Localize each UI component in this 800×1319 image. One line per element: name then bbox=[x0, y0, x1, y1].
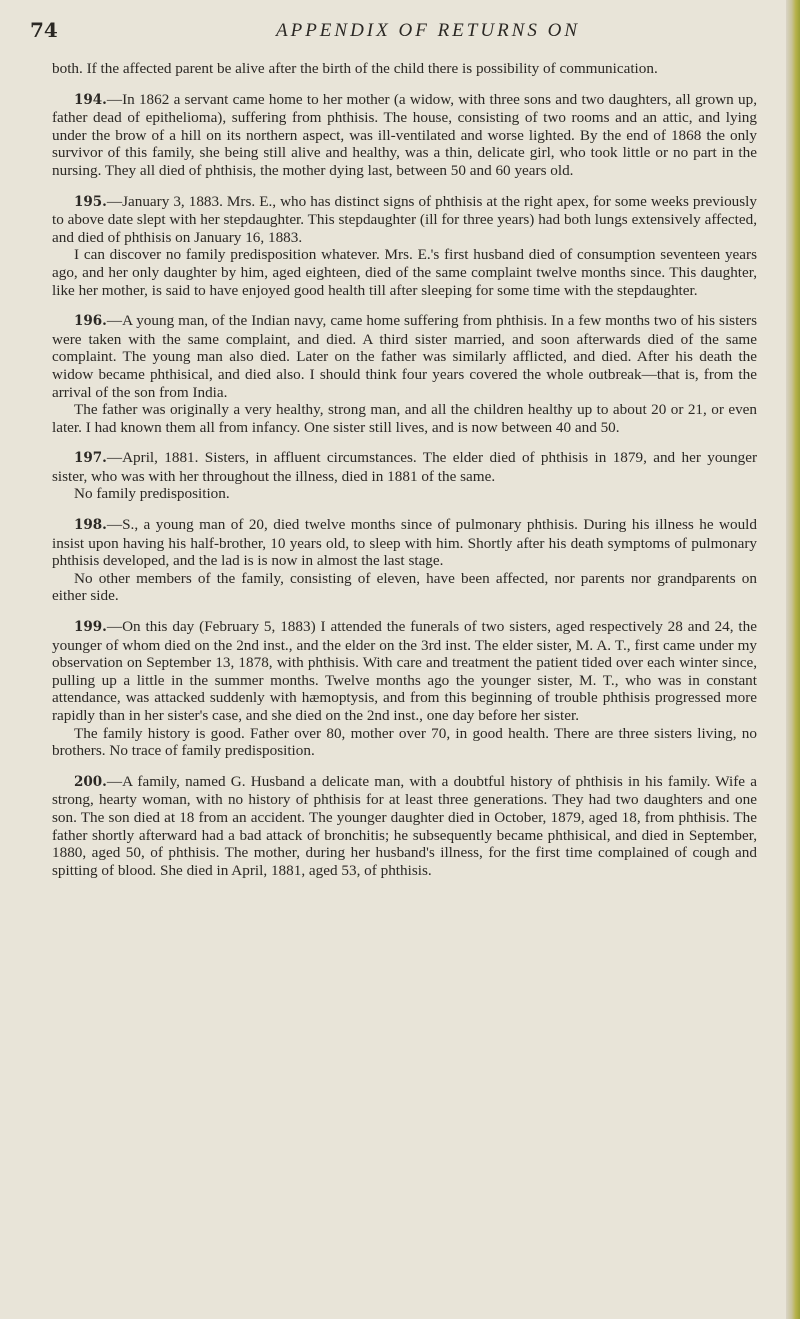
case-text: —A family, named G. Husband a delicate man, with a doubtful history of phthisis in his family. Wife a strong, hearty woman, with no history of phthisis for at least three generations. They had two daughters and one son. The son died at 18 from an accident. The younger daughter died in October, 1879, aged 18, from phthisis. The father shortly afterward had a bad attack of bronchitis; he subsequently became phthisical, and died in September, 1880, aged 50, of phthisis. The mother, during her husband's illness, for the first time complained of cough and spitting of blood. She died in April, 1881, aged 53, of phthisis. bbox=[52, 772, 757, 879]
case-number: 199. bbox=[74, 619, 107, 636]
page-body bbox=[52, 60, 757, 879]
case-text: —January 3, 1883. Mrs. E., who has distinct signs of phthisis at the right apex, for some weeks previously to above date slept with her stepdaughter. This stepdaughter (ill for three years) had both lungs extensively affected, and died of phthisis on January 16, 1883. bbox=[52, 192, 757, 246]
case-text: The father was originally a very healthy, strong man, and all the children healthy up to about 20 or 21, or even later. I had known them all from infancy. One sister still lives, and is now between 40 and 50. bbox=[52, 401, 757, 436]
case-text: I can discover no family predisposition whatever. Mrs. E.'s first husband died of consumption seventeen years ago, and her only daughter by him, aged eighteen, died of the same complaint twelve months since. This daughter, like her mother, is said to have enjoyed good health till after sleeping for some time with the stepdaughter. bbox=[52, 246, 757, 299]
case-text: —April, 1881. Sisters, in affluent circumstances. The elder died of phthisis in 1879, and her younger sister, who was with her throughout the illness, died in 1881 of the same. bbox=[52, 449, 757, 485]
page-edge bbox=[786, 0, 800, 1319]
intro-paragraph: both. If the affected parent be alive after the birth of the child there is possibility of communication. bbox=[52, 60, 658, 77]
running-title: APPENDIX OF RETURNS ON bbox=[275, 20, 580, 41]
case-200 bbox=[52, 773, 757, 880]
case-number: 198. bbox=[74, 517, 107, 534]
case-text: —S., a young man of 20, died twelve months since of pulmonary phthisis. During his illness he would insist upon having his half-brother, 10 years old, to sleep with him. Shortly after his death symptoms of pulmonary phthisis developed, and the lad is is now in almost the last stage. bbox=[52, 516, 757, 570]
case-number: 194. bbox=[74, 91, 107, 108]
case-text: —On this day (February 5, 1883) I attended the funerals of two sisters, aged respectively 28 and 24, the younger of whom died on the 2nd inst., and the elder on the 3rd inst. The elder sister, M. A. T., first came under my observation on September 13, 1878, with phthisis. With care and treatment the patient tided over each winter since, pulling up a little in the summer months. Twelve months ago the younger sister, M. T., who was in constant attendance, was attacked suddenly with hæmoptysis, and from this beginning of trouble phthisis progressed more rapidly than in her sister's case, and she died on the 2nd inst., one day before her sister. bbox=[52, 618, 757, 724]
case-196 bbox=[52, 312, 757, 436]
case-text: The family history is good. Father over 80, mother over 70, in good health. There are three sisters living, no brothers. No trace of family predisposition. bbox=[52, 724, 757, 760]
page-header bbox=[30, 18, 746, 48]
case-199 bbox=[52, 618, 757, 760]
case-number: 197. bbox=[74, 450, 107, 467]
case-198 bbox=[52, 516, 757, 605]
case-text: —In 1862 a servant came home to her mother (a widow, with three sons and two daughters, all grown up, father dead of epithelioma), suffering from phthisis. The house, consisting of two rooms and an attic, and lying under the brow of a hill on its northern aspect, was ill-ventilated and worse lighted. By the end of 1868 the only survivor of this family, she being still alive and healthy, was a thin, delicate girl, who took little or no part in the nursing. They all died of phthisis, the mother dying last, between 50 and 60 years old. bbox=[52, 90, 757, 179]
case-text: —A young man, of the Indian navy, came home suffering from phthisis. In a few months two of his sisters were taken with the same complaint, and died. A third sister married, and soon afterwards died of the same complaint. The young man also died. Later on the father was similarly afflicted, and died. After his death the widow became phthisical, and died also. I should think four years covered the whole outbreak—that is, from the arrival of the son from India. bbox=[52, 312, 757, 401]
case-195 bbox=[52, 193, 757, 300]
case-text: No family predisposition. bbox=[74, 485, 230, 503]
case-number: 200. bbox=[74, 773, 107, 790]
case-197 bbox=[52, 449, 757, 503]
case-194 bbox=[52, 91, 757, 180]
case-number: 196. bbox=[74, 313, 107, 330]
page-number: 74 bbox=[30, 18, 58, 42]
case-number: 195. bbox=[74, 193, 107, 210]
case-text: No other members of the family, consisting of eleven, have been affected, nor parents nor grandparents on either side. bbox=[52, 569, 757, 605]
